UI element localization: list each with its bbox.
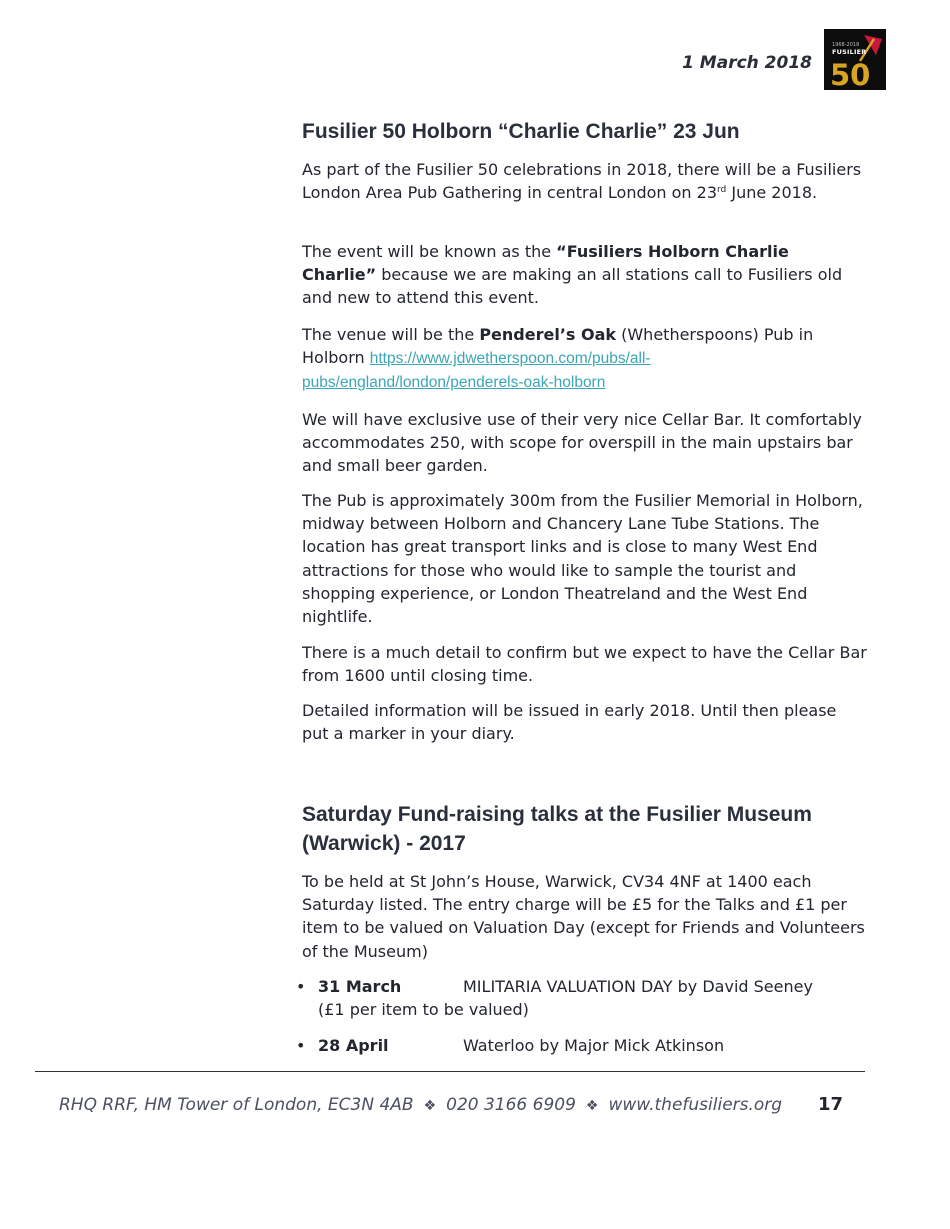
footer-website[interactable]: www.thefusiliers.org: [608, 1095, 783, 1115]
talk-note: (£1 per item to be valued): [318, 1000, 529, 1019]
ordinal-suffix: rd: [717, 185, 727, 196]
venue-link[interactable]: https://www.jdwetherspoon.com/pubs/all-pubs/england/london/penderels-oak-holborn: [302, 350, 651, 392]
footer-contact: [59, 1095, 782, 1115]
logo-emblem-icon: [824, 29, 886, 90]
footer-divider: [35, 1071, 865, 1072]
event-text: The event will be known as the: [302, 242, 557, 261]
paragraph-diary: Detailed information will be issued in early 2018. Until then please put a marker in your diary.: [302, 701, 837, 744]
event-name: “Fusiliers Holborn Charlie Charlie”: [302, 242, 789, 285]
paragraph-timing: There is a much detail to confirm but we expect to have the Cellar Bar from 1600 until closing time.: [302, 643, 867, 686]
intro-text: As part of the Fusilier 50 celebrations in 2018, there will be a Fusiliers London Area Pub Gathering in central London on 23: [302, 160, 862, 203]
logo-number: 50: [830, 58, 871, 90]
logo-word: FUSILIER: [832, 48, 867, 56]
footer-phone: 020 3166 6909: [446, 1095, 576, 1115]
paragraph-location: The Pub is approximately 300m from the Fusilier Memorial in Holborn, midway between Holborn and Chancery Lane Tube Stations. The location has great transport links and is close to many West End attractions for those who would like to sample the tourist and shopping experience, or London Theatreland and the West End nightlife.: [302, 491, 863, 627]
talk-description: Waterloo by Major Mick Atkinson: [463, 1036, 725, 1055]
paragraph-talks-intro: To be held at St John’s House, Warwick, CV34 4NF at 1400 each Saturday listed. The entry charge will be £5 for the Talks and £1 per item to be valued on Valuation Day (except for Friends and Volunteers of the Museum): [302, 872, 865, 961]
talk-date: 31 March: [318, 977, 402, 996]
talk-description: MILITARIA VALUATION DAY by David Seeney: [463, 977, 813, 996]
fusilier-50-logo: [824, 29, 886, 90]
footer-address: RHQ RRF, HM Tower of London, EC3N 4AB: [59, 1095, 414, 1115]
venue-text-end: (Whetherspoons) Pub in Holborn: [302, 325, 814, 368]
talk-date: 28 April: [318, 1036, 389, 1055]
page-number: 17: [818, 1094, 844, 1115]
paragraph-event-name: [302, 240, 867, 310]
intro-text-end: June 2018.: [726, 183, 818, 203]
paragraph-intro: [302, 158, 867, 204]
paragraph-cellar-bar: We will have exclusive use of their very nice Cellar Bar. It comfortably accommodates 250, with scope for overspill in the main upstairs bar and small beer garden.: [302, 410, 862, 476]
issue-date: 1 March 2018: [682, 53, 812, 73]
section-title-talks: Saturday Fund-raising talks at the Fusilier Museum (Warwick) - 2017: [302, 803, 812, 855]
venue-text: The venue will be the: [302, 325, 480, 344]
event-text-end: because we are making an all stations call to Fusiliers old and new to attend this event.: [302, 265, 843, 308]
bullet-icon: •: [296, 977, 306, 996]
separator-icon: ❖: [585, 1098, 599, 1114]
logo-years: 1968-2018: [832, 42, 860, 48]
bullet-icon: •: [296, 1036, 306, 1055]
separator-icon: ❖: [423, 1098, 437, 1114]
venue-name: Penderel’s Oak: [479, 325, 617, 344]
paragraph-venue: [302, 323, 867, 395]
section-title-charlie: Fusilier 50 Holborn “Charlie Charlie” 23 Jun: [302, 120, 740, 143]
